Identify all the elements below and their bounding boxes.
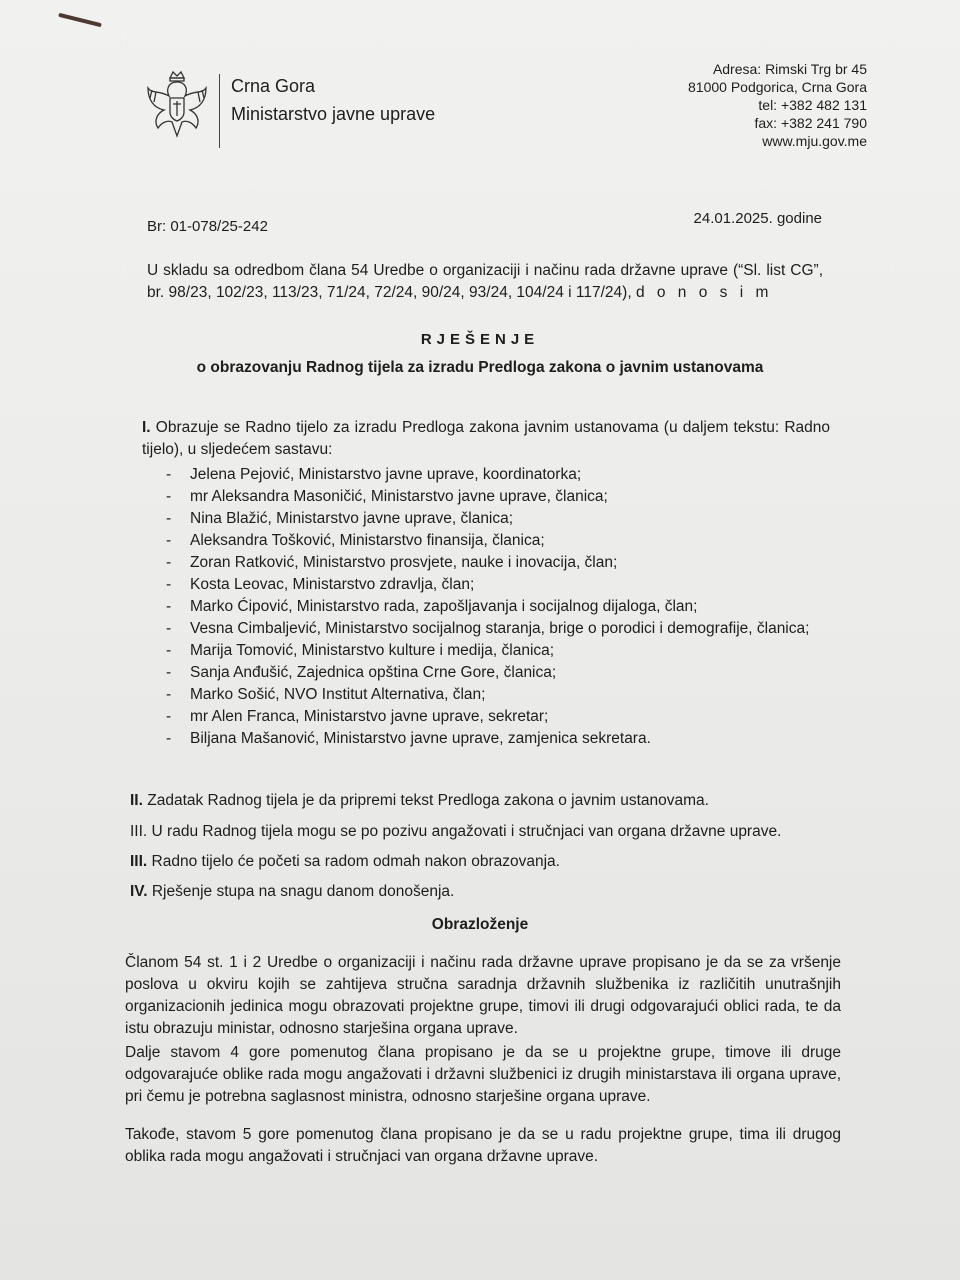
clause-text: Zadatak Radnog tijela je da pripremi tekst Predloga zakona o javnim ustanovama.	[147, 792, 709, 809]
clause-numeral: III.	[130, 823, 148, 840]
section-1-numeral: I.	[142, 419, 151, 436]
reasoning-paragraph-1: Članom 54 st. 1 i 2 Uredbe o organizaciji i načinu rada državne uprave propisano je da se za vršenje poslova u okviru kojih se zahtijeva stručna saradnja državnih službenika iz različitih unutrašnjih organizacionih jedinica mogu obrazovati projektne grupe, timovi ili drugi odgovarajući oblici rada, te da istu obrazuju ministar, odnosno starješina organa uprave.	[125, 954, 841, 1037]
clause-4	[130, 883, 454, 901]
address-block	[688, 60, 867, 150]
coat-of-arms-icon	[144, 70, 210, 140]
member-item: - Vesna Cimbaljević, Ministarstvo socijalnog staranja, brige o porodici i demografije, članica;	[160, 618, 836, 640]
intro-text: U skladu sa odredbom člana 54 Uredbe o organizaciji i načinu rada državne uprave (“Sl. list CG”, br. 98/23, 102/23, 113/23, 71/24, 72/24, 90/24, 93/24, 104/24 i 117/24),	[147, 262, 823, 301]
clause-text: Rješenje stupa na snagu danom donošenja.	[151, 883, 455, 900]
clause-text: U radu Radnog tijela mogu se po pozivu angažovati i stručnjaci van organa državne uprave.	[151, 823, 782, 840]
header-divider	[219, 74, 220, 148]
intro-verb: d o n o s i m	[635, 284, 773, 301]
website-line: www.mju.gov.me	[762, 133, 867, 149]
member-item: - Marko Sošić, NVO Institut Alternativa, član;	[160, 684, 836, 706]
section-1-text: Obrazuje se Radno tijelo za izradu Predloga zakona javnim ustanovama (u daljem tekstu: Radno tijelo), u sljedećem sastavu:	[142, 419, 830, 458]
address-line: Adresa: Rimski Trg br 45	[712, 61, 867, 77]
member-item: - Zoran Ratković, Ministarstvo prosvjete, nauke i inovacija, član;	[160, 552, 836, 574]
member-item: - Jelena Pejović, Ministarstvo javne uprave, koordinatorka;	[160, 464, 836, 486]
clause-2	[130, 792, 709, 810]
section-1	[142, 417, 830, 461]
member-item: - Sanja Anđušić, Zajednica opština Crne Gore, članica;	[160, 662, 836, 684]
clause-numeral: IV.	[130, 883, 148, 900]
reference-number: Br: 01-078/25-242	[147, 218, 268, 235]
ministry-name: Ministarstvo javne uprave	[231, 104, 436, 124]
reasoning-heading: Obrazloženje	[431, 916, 529, 933]
document-title: RJEŠENJE	[420, 331, 540, 348]
member-item: - Aleksandra Tošković, Ministarstvo finansija, članica;	[160, 530, 836, 552]
address-line: 81000 Podgorica, Crna Gora	[688, 79, 867, 95]
clause-text: Radno tijelo će početi sa radom odmah nakon obrazovanja.	[151, 853, 560, 870]
member-item: - Marko Ćipović, Ministarstvo rada, zapošljavanja i socijalnog dijaloga, član;	[160, 596, 836, 618]
member-item: - mr Alen Franca, Ministarstvo javne uprave, sekretar;	[160, 706, 836, 728]
member-item: - Biljana Mašanović, Ministarstvo javne uprave, zamjenica sekretara.	[160, 728, 836, 750]
document-subtitle: o obrazovanju Radnog tijela za izradu Predloga zakona o javnim ustanovama	[196, 359, 764, 376]
document-date: 24.01.2025. godine	[693, 210, 822, 227]
reasoning-paragraph-2: Dalje stavom 4 gore pomenutog člana propisano je da se u projektne grupe, timove ili druge odgovarajuće oblike rada mogu angažovati i državni službenici iz drugih ministarstava ili organa uprave, pri čemu je potrebna saglasnost ministra, odnosno starješine organa uprave.	[125, 1044, 841, 1105]
pen-mark	[58, 13, 102, 28]
phone-line: tel: +382 482 131	[758, 97, 867, 113]
fax-line: fax: +382 241 790	[754, 115, 867, 131]
member-item: - Marija Tomović, Ministarstvo kulture i medija, članica;	[160, 640, 836, 662]
member-item: - Kosta Leovac, Ministarstvo zdravlja, član;	[160, 574, 836, 596]
intro-paragraph	[147, 260, 823, 304]
clause-3	[130, 823, 781, 841]
clause-3b	[130, 853, 560, 871]
member-item: - Nina Blažić, Ministarstvo javne uprave, članica;	[160, 508, 836, 530]
reasoning-paragraph-3: Takođe, stavom 5 gore pomenutog člana propisano je da se u radu projektne grupe, tima ili drugog oblika rada mogu angažovati i stručnjaci van organa državne uprave.	[125, 1126, 841, 1165]
member-item: - mr Aleksandra Masoničić, Ministarstvo javne uprave, članica;	[160, 486, 836, 508]
member-list	[160, 464, 836, 750]
clause-numeral: II.	[130, 792, 143, 809]
country-name: Crna Gora	[231, 76, 316, 96]
clause-numeral: III.	[130, 853, 148, 870]
